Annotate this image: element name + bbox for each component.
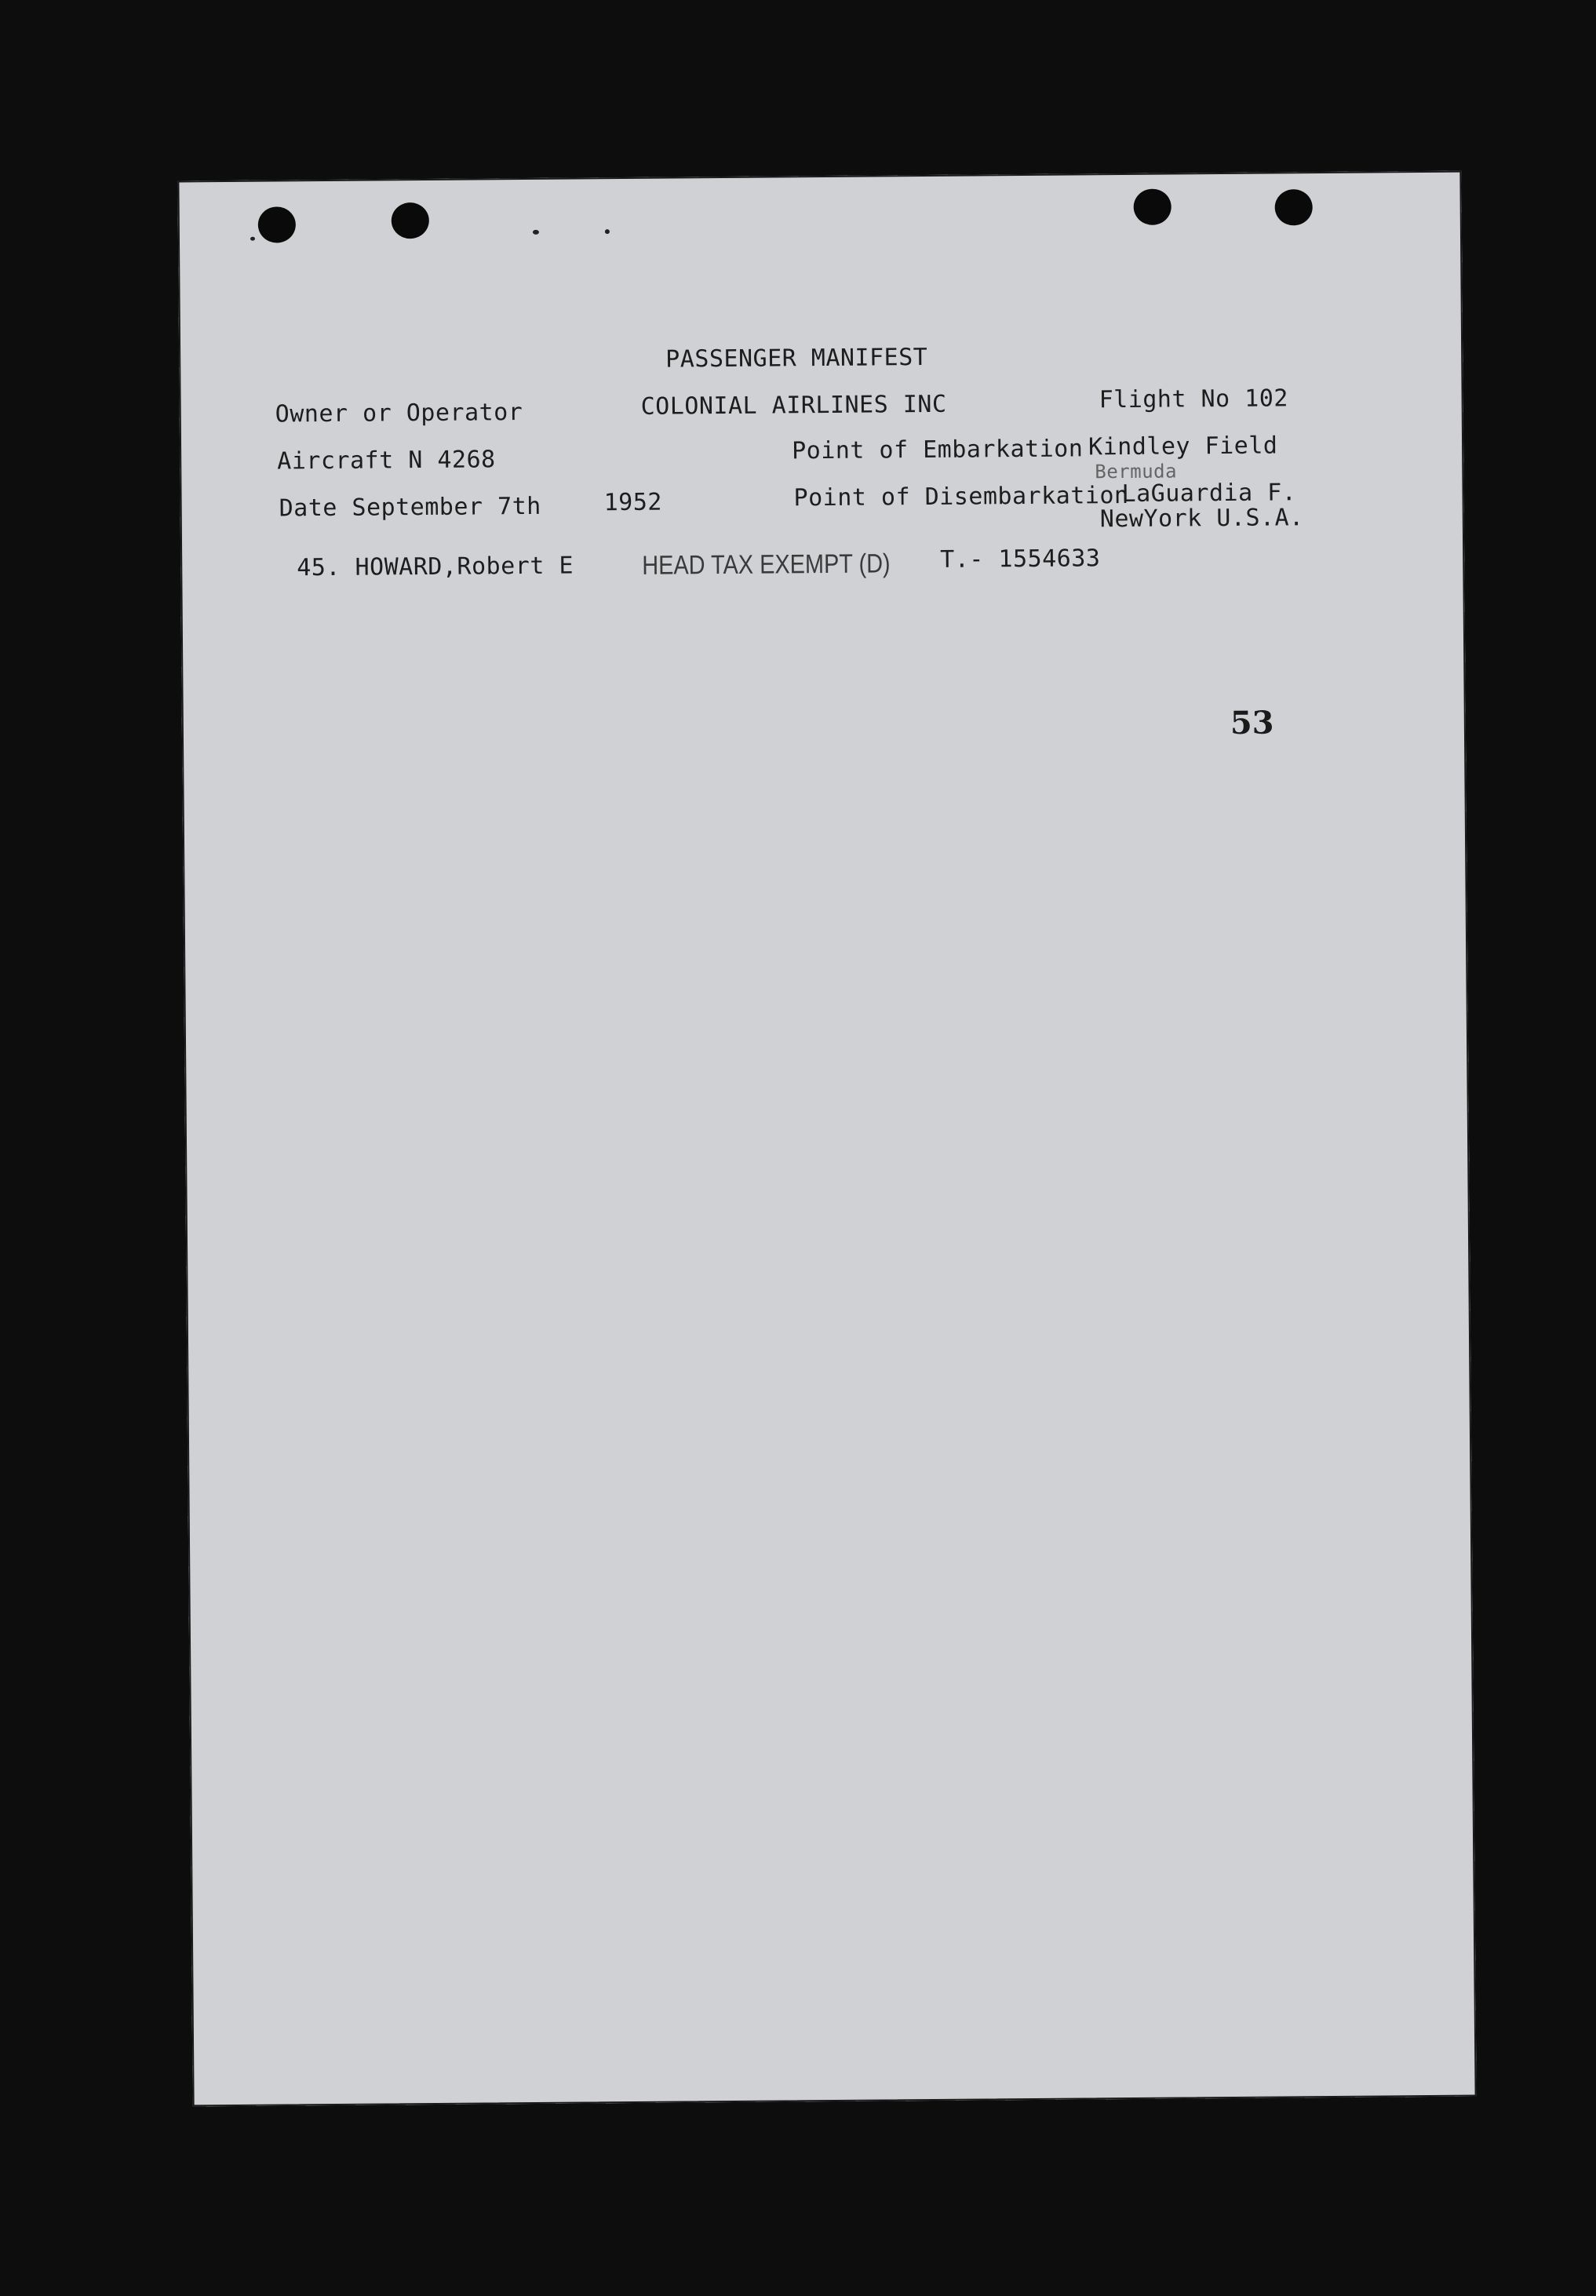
embarkation-value-line2: Bermuda [1095, 460, 1178, 483]
owner-value: COLONIAL AIRLINES INC [640, 390, 947, 421]
speck [533, 230, 539, 235]
aircraft-label: Aircraft N 4268 [277, 446, 496, 476]
punch-hole-3 [1134, 189, 1171, 225]
disembarkation-value: LaGuardia F. [1121, 479, 1297, 508]
date-label: Date September 7th [279, 492, 541, 523]
punch-hole-2 [392, 202, 429, 239]
head-tax-exempt-stamp: HEAD TAX EXEMPT (D) [642, 548, 891, 581]
disembarkation-label: Point of Disembarkation [793, 481, 1129, 512]
ticket-number: T.- 1554633 [940, 545, 1101, 574]
owner-label: Owner or Operator [275, 399, 523, 428]
speck [250, 237, 255, 241]
manifest-heading: PASSENGER MANIFEST [665, 343, 928, 374]
punch-hole-1 [258, 206, 296, 242]
embarkation-label: Point of Embarkation [791, 435, 1084, 465]
speck [605, 229, 610, 234]
passenger-entry: 45. HOWARD,Robert E [297, 552, 574, 582]
flight-label: Flight No 102 [1099, 384, 1289, 414]
manifest-page [177, 171, 1476, 2107]
embarkation-value: Kindley Field [1088, 432, 1278, 461]
punch-hole-4 [1275, 189, 1313, 225]
page-number: 53 [1230, 704, 1274, 742]
date-year: 1952 [603, 488, 663, 517]
disembarkation-value-line2: NewYork U.S.A. [1099, 504, 1304, 534]
